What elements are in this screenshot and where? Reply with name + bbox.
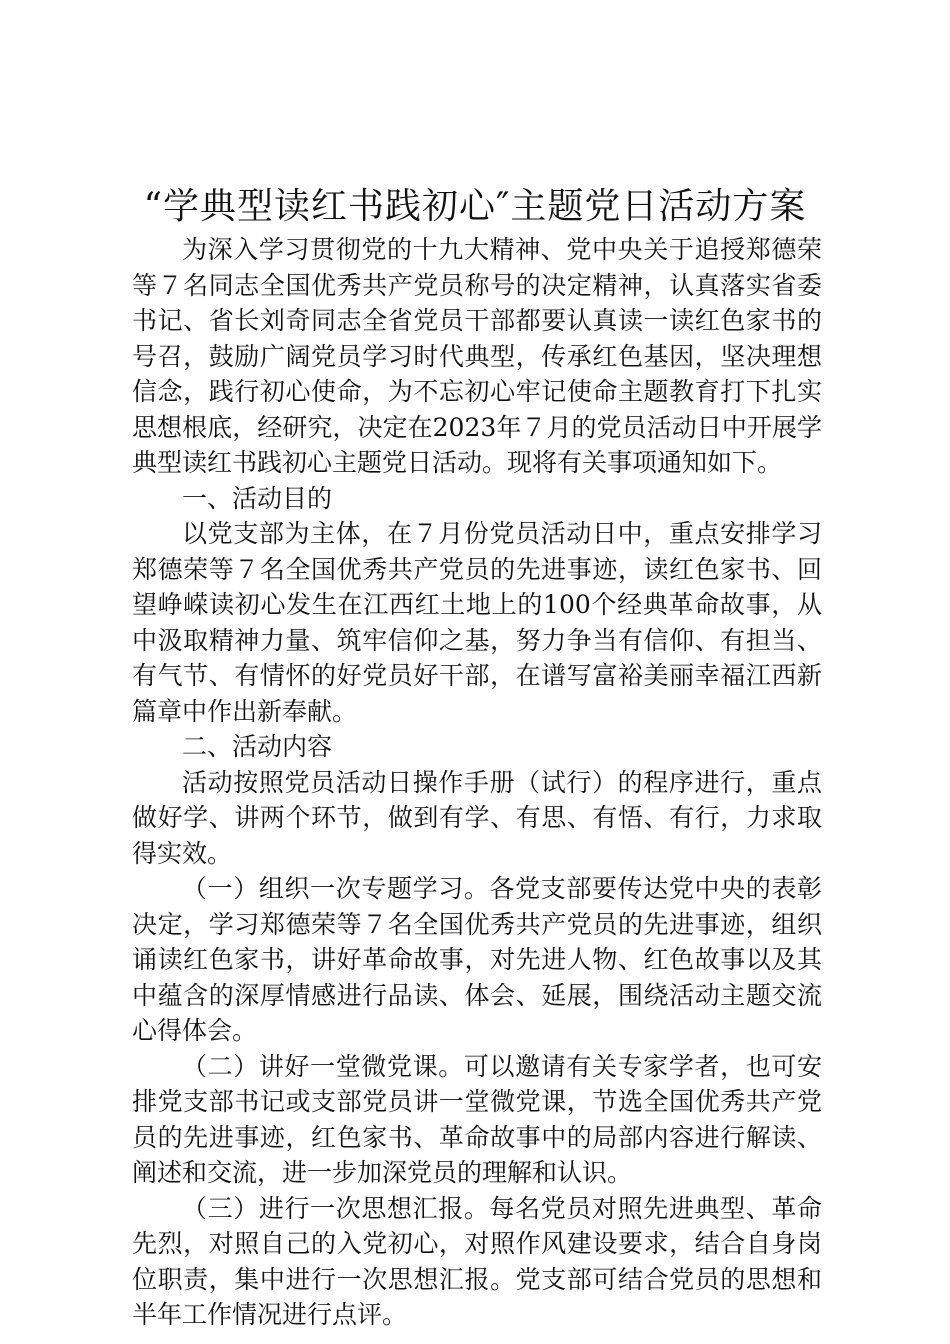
paragraph-item-3: （三）进行一次思想汇报。每名党员对照先进典型、革命先烈，对照自己的入党初心，对照作风建设要求，结合自身岗位职责，集中进行一次思想汇报。党支部可结合党员的思想和半年工作情况进行点评。 [132, 1193, 822, 1329]
paragraph-intro: 为深入学习贯彻党的十九大精神、党中央关于追授郑德荣等７名同志全国优秀共产党员称号的决定精神，认真落实省委书记、省长刘奇同志全省党员干部都要认真读一读红色家书的号召，鼓励广阔党员学习时代典型，传承红色基因，坚决理想信念，践行初心使命，为不忘初心牢记使命主题教育打下扎实思想根底，经研究，决定在2023年７月的党员活动日中开展学典型读红书践初心主题党日活动。现将有关事项通知如下。 [132, 235, 822, 477]
paragraph-content: 活动按照党员活动日操作手册（试行）的程序进行，重点做好学、讲两个环节，做到有学、有思、有悟、有行，力求取得实效。 [132, 767, 822, 868]
paragraph-item-2: （二）讲好一堂微党课。可以邀请有关专家学者，也可安排党支部书记或支部党员讲一堂微党课，节选全国优秀共产党员的先进事迹，红色家书、革命故事中的局部内容进行解读、阐述和交流，进一步加深党员的理解和认识。 [132, 1051, 822, 1187]
document-body [132, 232, 822, 1333]
document-title: “学典型读红书践初心″主题党日活动方案 [143, 186, 807, 227]
section-heading-purpose: 一、活动目的 [182, 483, 333, 513]
paragraph-item-1: （一）组织一次专题学习。各党支部要传达党中央的表彰决定，学习郑德荣等７名全国优秀共产党员的先进事迹，组织诵读红色家书，讲好革命故事，对先进人物、红色故事以及其中蕴含的深厚情感进行品读、体会、延展，围绕活动主题交流心得体会。 [132, 874, 822, 1045]
paragraph-purpose: 以党支部为主体，在７月份党员活动日中，重点安排学习郑德荣等７名全国优秀共产党员的先进事迹，读红色家书、回望峥嵘读初心发生在江西红土地上的100个经典革命故事，从中汲取精神力量、筑牢信仰之基，努力争当有信仰、有担当、有气节、有情怀的好党员好干部，在谱写富裕美丽幸福江西新篇章中作出新奉献。 [132, 519, 822, 726]
section-heading-content: 二、活动内容 [182, 732, 333, 761]
